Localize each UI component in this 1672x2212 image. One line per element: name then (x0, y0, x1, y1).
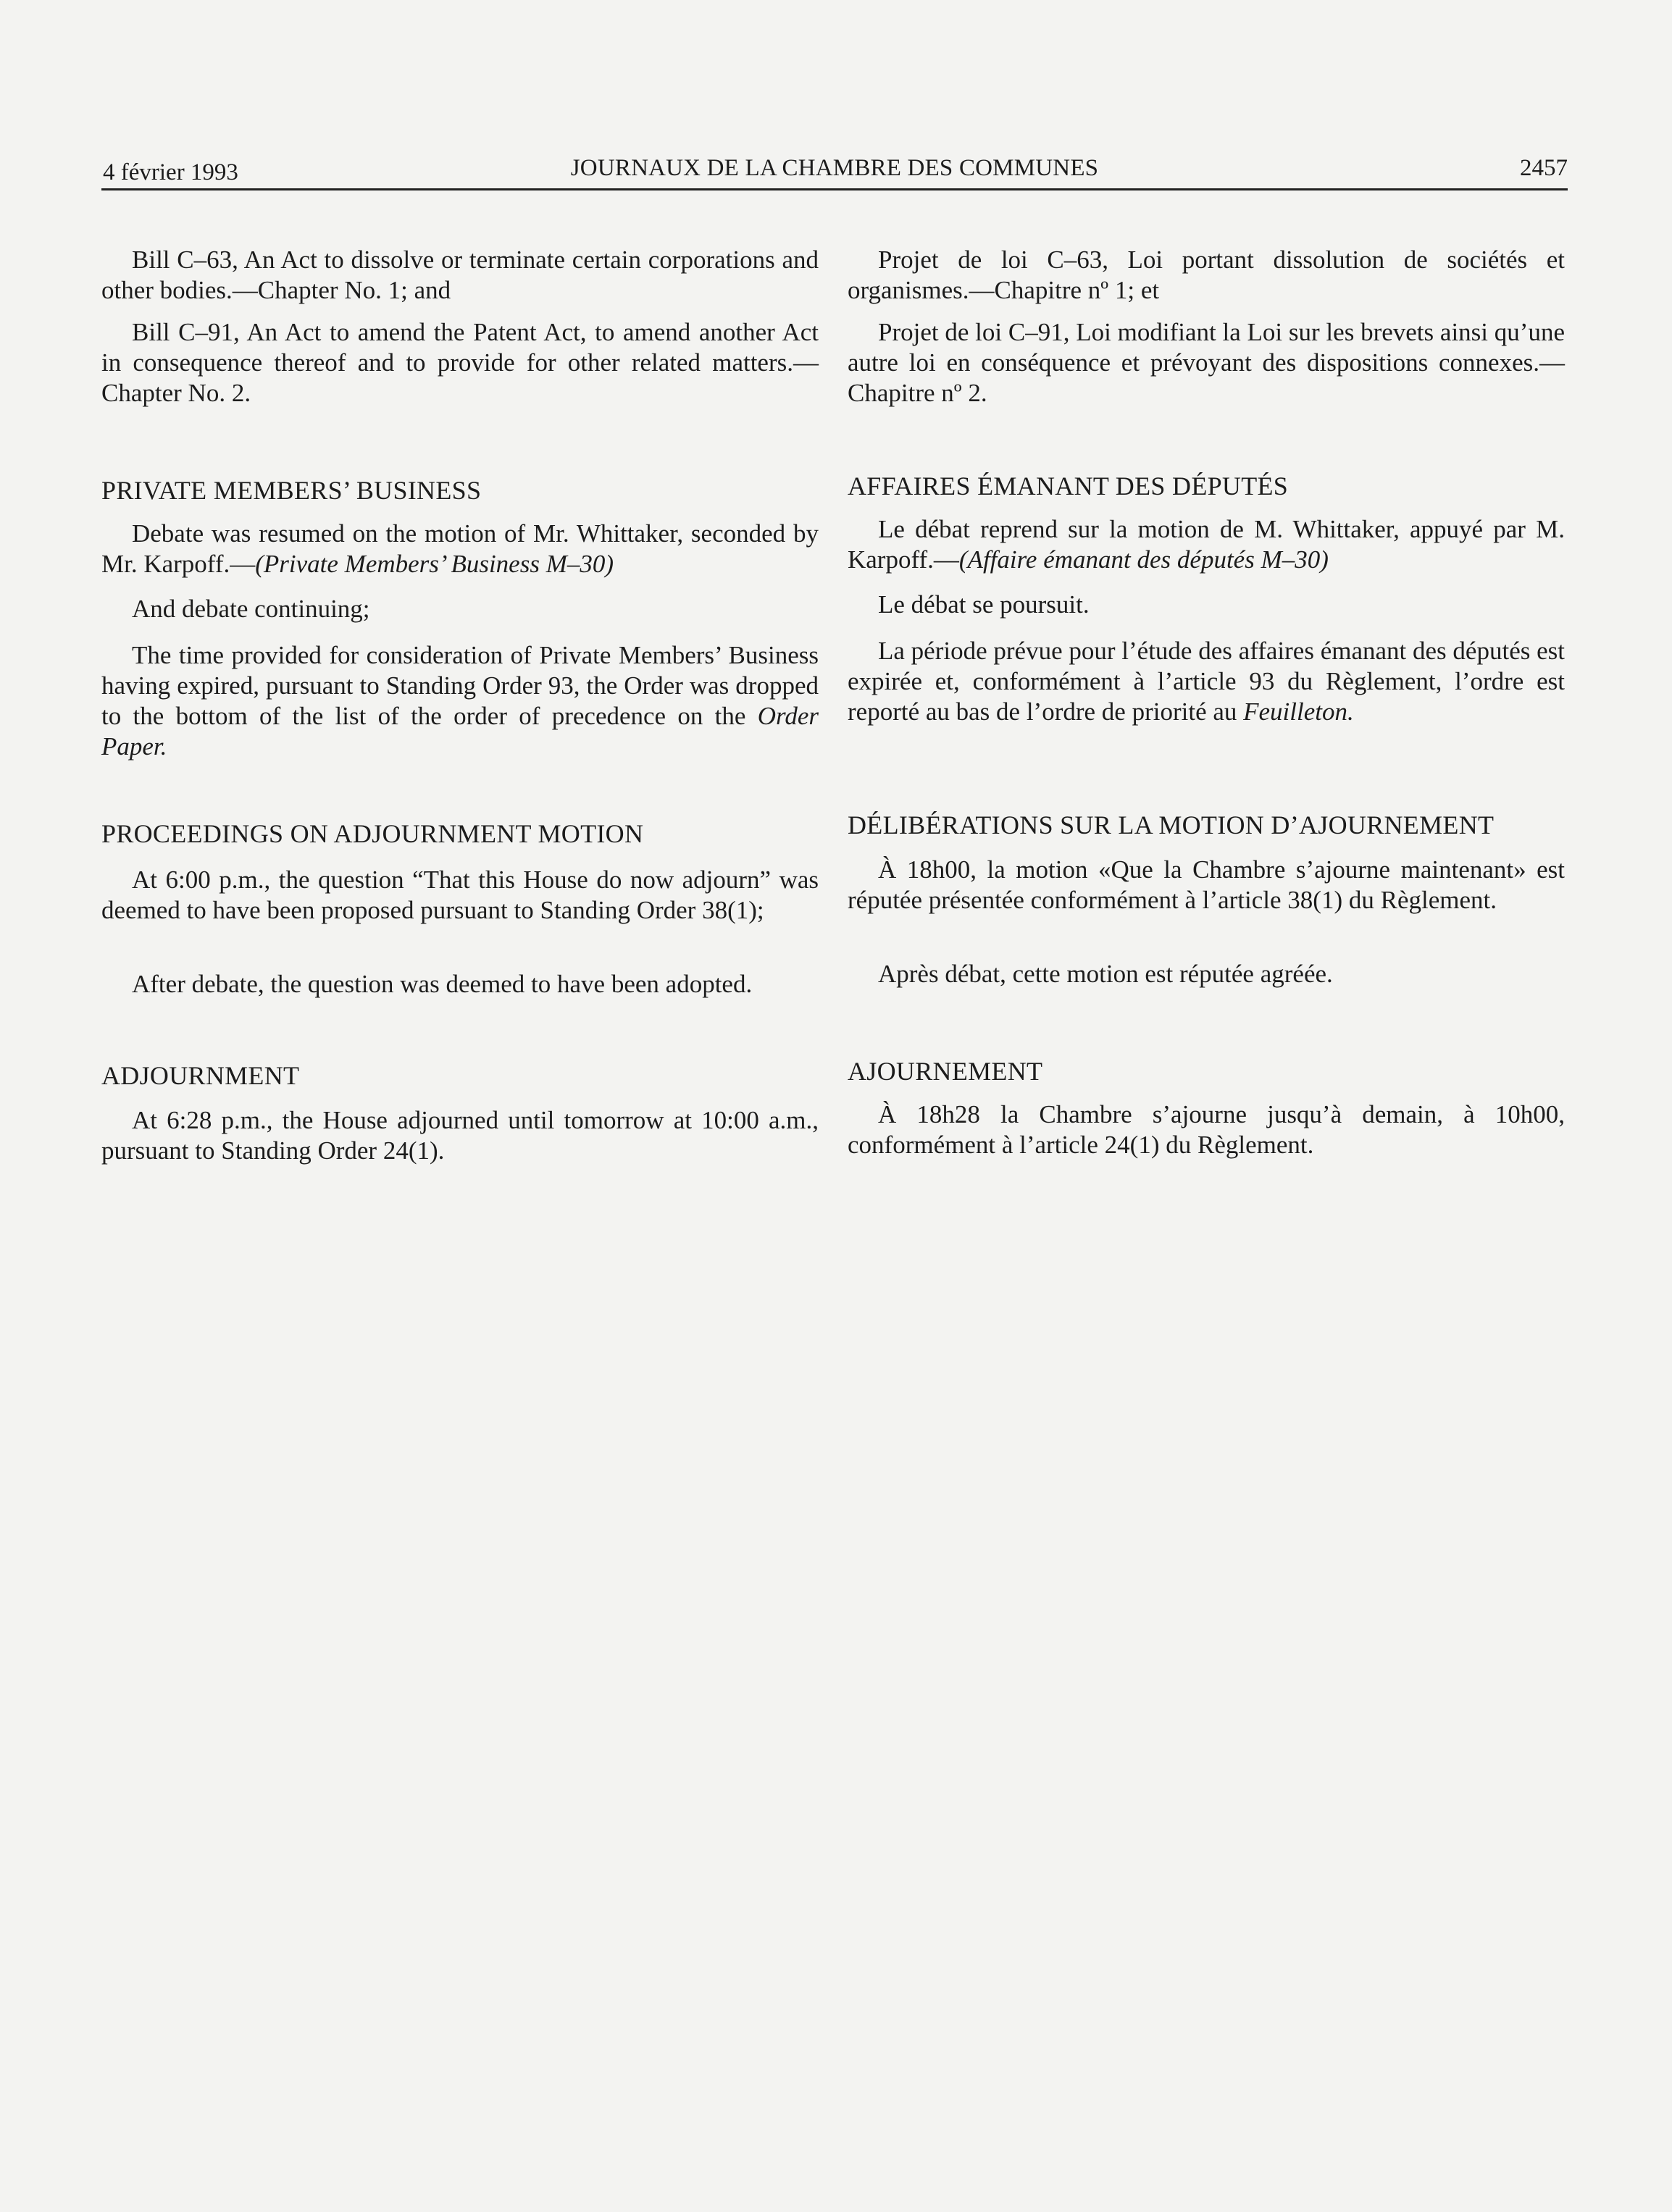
adj-motion-en-p2: After debate, the question was deemed to have been adopted. (132, 970, 753, 998)
pmb-en-p3 (101, 640, 819, 762)
pmb-fr-p1-reference: (Affaire émanant des députés M–30) (958, 545, 1329, 574)
page-number: 2457 (1520, 155, 1568, 181)
header-date: 4 février 1993 (103, 159, 238, 185)
adj-motion-en-p2-block (101, 969, 819, 1000)
pmb-en-p1-block (101, 519, 819, 579)
pmb-heading-fr: AFFAIRES ÉMANANT DES DÉPUTÉS (848, 472, 1289, 500)
order-paper-reference: Order Paper. (101, 702, 819, 761)
bill-c63-fr: Projet de loi C–63, Loi portant dissolution de sociétés et organismes.—Chapitre nº 1; et (848, 246, 1565, 304)
bill-c63-en-block (101, 245, 819, 306)
bill-c63-en: Bill C–63, An Act to dissolve or terminate certain corporations and other bodies.—Chapter No. 1; and (101, 246, 819, 304)
adjournment-heading-fr: AJOURNEMENT (848, 1057, 1043, 1086)
pmb-fr-p3 (848, 636, 1565, 727)
adjournment-fr-section (848, 1056, 1565, 1086)
pmb-heading-en: PRIVATE MEMBERS’ BUSINESS (101, 476, 482, 505)
pmb-fr-p3-block (848, 636, 1565, 727)
bill-c91-en-block (101, 317, 819, 409)
pmb-fr-p1-block (848, 514, 1565, 575)
pmb-en-p1 (101, 519, 819, 579)
adj-motion-fr-p1: À 18h00, la motion «Que la Chambre s’ajourne maintenant» est réputée présentée conformément à l’article 38(1) du Règlement. (848, 855, 1565, 914)
adjournment-en-p1: At 6:28 p.m., the House adjourned until tomorrow at 10:00 a.m., pursuant to Standing Order 24(1). (101, 1106, 819, 1165)
adjournment-en-p1-block (101, 1105, 819, 1166)
pmb-fr-p3-text: La période prévue pour l’étude des affaires émanant des députés est expirée et, conformément à l’article 93 du Règlement, l’ordre est reporté au bas de l’ordre de priorité au (848, 637, 1565, 726)
adj-motion-en-p1-block (101, 865, 819, 926)
pmb-en-p2-block (101, 594, 819, 624)
adj-motion-fr-p2: Après débat, cette motion est réputée agréée. (878, 960, 1333, 988)
feuilleton-reference: Feuilleton. (1243, 697, 1354, 726)
pmb-fr-section (848, 471, 1565, 501)
bill-c91-en: Bill C–91, An Act to amend the Patent Act, to amend another Act in consequence thereof and to provide for other related matters.—Chapter No. 2. (101, 318, 819, 407)
pmb-fr-p2-block (848, 590, 1565, 620)
adj-motion-fr-p2-block (848, 959, 1565, 989)
pmb-fr-p2: Le débat se poursuit. (878, 590, 1090, 619)
bill-c91-fr: Projet de loi C–91, Loi modifiant la Loi sur les brevets ainsi qu’une autre loi en conséquence et prévoyant des dispositions connexes.—Chapitre nº 2. (848, 318, 1565, 407)
pmb-fr-p1 (848, 514, 1565, 575)
adjournment-heading-en: ADJOURNMENT (101, 1061, 300, 1090)
pmb-en-p3-block (101, 640, 819, 762)
adj-motion-en-section (101, 818, 819, 849)
pmb-fr-p1-text: Le débat reprend sur la motion de M. Whittaker, appuyé par M. Karpoff.— (848, 515, 1565, 574)
bill-c63-fr-block (848, 245, 1565, 306)
pmb-en-p2: And debate continuing; (132, 595, 370, 623)
bill-c91-fr-block (848, 317, 1565, 409)
running-header (101, 151, 1568, 190)
pmb-en-p3-text: The time provided for consideration of Private Members’ Business having expired, pursuant to Standing Order 93, the Order was dropped to the bottom of the list of the order of precedence on the (101, 641, 819, 730)
adjournment-fr-p1: À 18h28 la Chambre s’ajourne jusqu’à demain, à 10h00, conformément à l’article 24(1) du Règlement. (848, 1100, 1565, 1159)
adj-motion-en-p1: At 6:00 p.m., the question “That this House do now adjourn” was deemed to have been proposed pursuant to Standing Order 38(1); (101, 866, 819, 924)
adjournment-en-section (101, 1060, 819, 1091)
adj-motion-fr-p1-block (848, 855, 1565, 916)
adj-motion-heading-en: PROCEEDINGS ON ADJOURNMENT MOTION (101, 819, 644, 848)
adj-motion-fr-section (848, 810, 1565, 840)
pmb-en-p1-text: Debate was resumed on the motion of Mr. Whittaker, seconded by Mr. Karpoff.— (101, 519, 819, 578)
pmb-en-section (101, 475, 819, 506)
adjournment-fr-p1-block (848, 1099, 1565, 1160)
adj-motion-heading-fr: DÉLIBÉRATIONS SUR LA MOTION D’AJOURNEMENT (848, 810, 1495, 839)
pmb-en-p1-reference: (Private Members’ Business M–30) (255, 550, 614, 578)
header-title: JOURNAUX DE LA CHAMBRE DES COMMUNES (570, 155, 1099, 181)
